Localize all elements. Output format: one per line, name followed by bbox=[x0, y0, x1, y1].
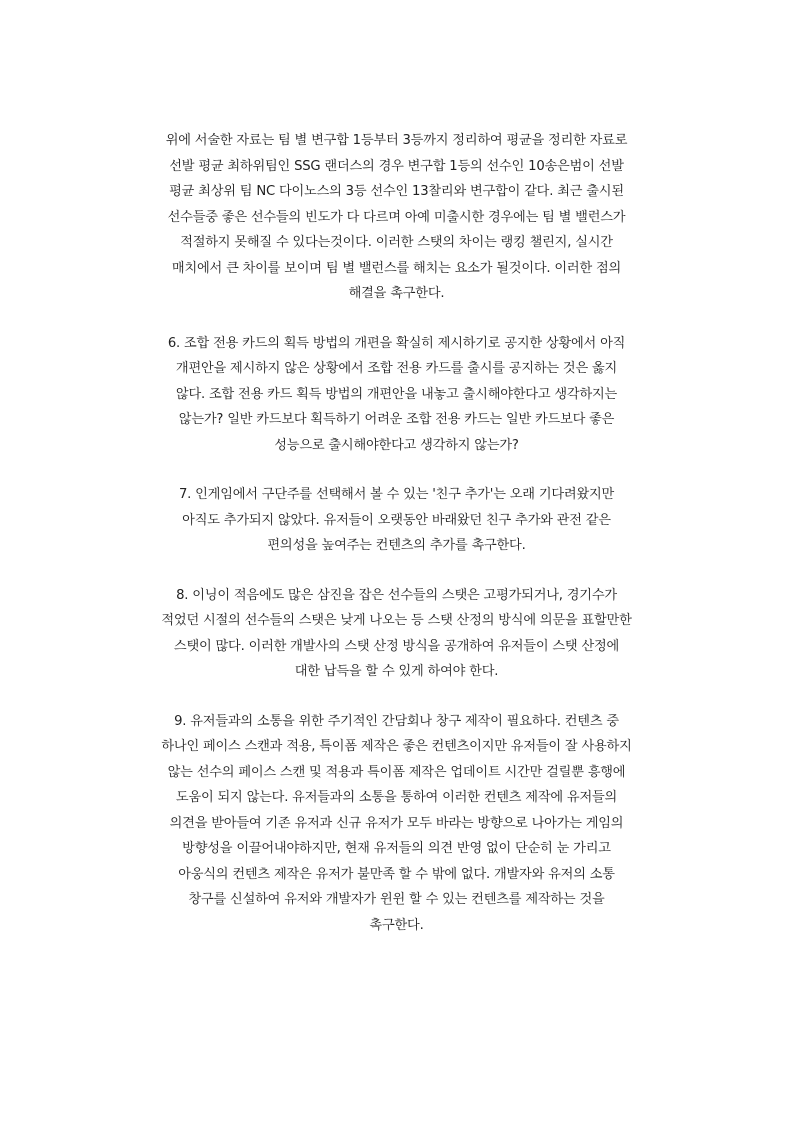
text-line: 선수들중 좋은 선수들의 빈도가 다 다르며 아예 미출시한 경우에는 팀 별 밸런스가 bbox=[167, 209, 626, 225]
text-line: 않는 선수의 페이스 스캔 및 적용과 특이폼 제작은 업데이트 시간만 걸릴뿐 흥행에 bbox=[167, 764, 626, 780]
text-line: 하나인 페이스 스캔과 적용, 특이폼 제작은 좋은 컨텐츠이지만 유저들이 잘 사용하지 bbox=[161, 739, 632, 754]
text-line: 해결을 촉구한다. bbox=[348, 286, 445, 301]
text-line: 도움이 되지 않는다. 유저들과의 소통을 통하여 이러한 컨텐츠 제작에 유저들의 bbox=[175, 790, 618, 805]
text-line: 창구를 신설하여 유저와 개발자가 윈윈 할 수 있는 컨텐츠를 제작하는 것을 bbox=[188, 892, 605, 907]
text-line: 아웅식의 컨텐츠 제작은 유저가 불만족 할 수 밖에 없다. 개발자와 유저의 소통 bbox=[178, 866, 615, 882]
text-line: 6. 조합 전용 카드의 획득 방법의 개편을 확실히 제시하기로 공지한 상황에서 아직 bbox=[167, 335, 626, 351]
text-line: 위에 서술한 자료는 팀 별 변구합 1등부터 3등까지 정리하여 평균을 정리한 자료로 bbox=[165, 133, 628, 148]
paragraph-team-stats bbox=[100, 128, 693, 307]
text-line: 않는가? 일반 카드보다 획득하기 어려운 조합 전용 카드는 일반 카드보다 좋은 bbox=[178, 412, 615, 427]
text-line: 방향성을 이끌어내야하지만, 현재 유저들의 의견 반영 없이 단순히 눈 가리고 bbox=[182, 841, 611, 856]
paragraph-item-9 bbox=[100, 709, 693, 939]
paragraph-item-7 bbox=[100, 482, 693, 559]
paragraph-item-8 bbox=[100, 583, 693, 685]
document-body bbox=[100, 128, 693, 962]
text-line: 촉구한다. bbox=[369, 917, 424, 933]
text-line: 대한 납득을 할 수 있게 하여야 한다. bbox=[294, 664, 499, 679]
text-line: 적절하지 못해질 수 있다는것이다. 이러한 스탯의 차이는 랭킹 챌린지, 실시간 bbox=[180, 235, 613, 250]
text-line: 평균 최상위 팀 NC 다이노스의 3등 선수인 13찰리와 변구합이 같다. 최근 출시된 bbox=[169, 184, 624, 199]
text-line: 편의성을 높여주는 컨텐츠의 추가를 촉구한다. bbox=[267, 538, 526, 553]
text-line: 아직도 추가되지 않았다. 유저들이 오랫동안 바래왔던 친구 추가와 관전 같은 bbox=[182, 512, 611, 528]
text-line: 않다. 조합 전용 카드 획득 방법의 개편안을 내놓고 출시해야한다고 생각하지는 bbox=[175, 386, 618, 402]
text-line: 개편안을 제시하지 않은 상황에서 조합 전용 카드를 출시를 공지하는 것은 옳지 bbox=[175, 361, 618, 376]
paragraph-item-6 bbox=[100, 331, 693, 459]
text-line: 성능으로 출시해야한다고 생각하지 않는가? bbox=[274, 437, 519, 453]
text-line: 스탯이 많다. 이러한 개발사의 스탯 산정 방식을 공개하여 유저들이 스탯 산정에 bbox=[173, 638, 620, 654]
text-line: 매치에서 큰 차이를 보이며 팀 별 밸런스를 해치는 요소가 될것이다. 이러한 점의 bbox=[171, 260, 622, 276]
text-line: 9. 유저들과의 소통을 위한 주기적인 간담회나 창구 제작이 필요하다. 컨텐츠 중 bbox=[174, 713, 619, 729]
text-line: 적었던 시절의 선수들의 스탯은 낮게 나오는 등 스탯 산정의 방식에 의문을 표할만한 bbox=[161, 613, 632, 628]
text-line: 선발 평균 최하위팀인 SSG 랜더스의 경우 변구합 1등의 선수인 10송은범이 선발 bbox=[169, 158, 624, 174]
text-line: 7. 인게임에서 구단주를 선택해서 볼 수 있는 '친구 추가'는 오래 기다려왔지만 bbox=[178, 487, 615, 502]
text-line: 8. 이닝이 적음에도 많은 삼진을 잡은 선수들의 스탯은 고평가되거나, 경기수가 bbox=[176, 587, 617, 603]
text-line: 의견을 받아들여 기존 유저과 신규 유저가 모두 바라는 방향으로 나아가는 게임의 bbox=[169, 815, 624, 831]
